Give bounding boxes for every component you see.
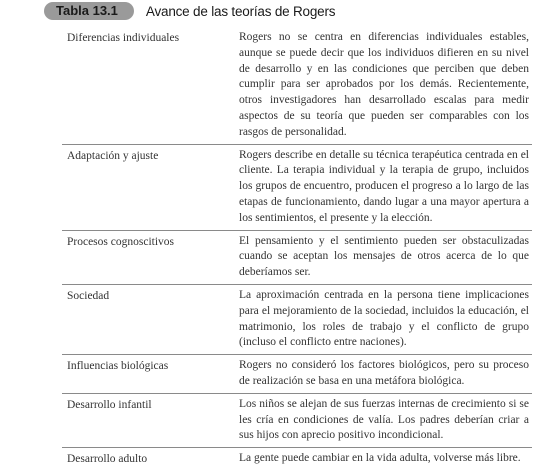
row-label: Desarrollo infantil [67, 398, 152, 411]
table-title: Avance de las teorías de Rogers [145, 3, 336, 19]
table-row [62, 355, 532, 394]
table-row [62, 448, 532, 470]
table-row [62, 145, 532, 231]
row-description: Rogers no se centra en diferencias individuales estables, aunque se puede decir que los individuos difieren en su nivel de desarrollo y en las condiciones que perciben que deben cumplir para ser aprobados por los demás. Recientemente, otros investigadores han desarrollado escalas para medir aspectos de su teoría que pueden ser comparables con los rasgos de personalidad. [239, 31, 529, 138]
row-label: Desarrollo adulto [67, 453, 148, 466]
table-body [0, 27, 556, 470]
row-description: La gente puede cambiar en la vida adulta, volverse más libre. [239, 452, 521, 465]
row-label: Influencias biológicas [67, 360, 169, 373]
row-label: Adaptación y ajuste [67, 149, 159, 162]
table-number-badge: Tabla 13.1 [44, 2, 134, 20]
row-description: Rogers describe en detalle su técnica terapéutica centrada en el cliente. La terapia individual y la terapia de grupo, incluidos los grupos de encuentro, producen el progreso a lo largo de las etapas de funcionamiento, dando lugar a una mayor apertura a los sentimientos, el presente y la elección. [239, 148, 529, 224]
row-description: Rogers no consideró los factores biológicos, pero su proceso de realización se basa en una metáfora biológica. [239, 359, 529, 387]
table-row [62, 394, 532, 448]
table-header [44, 2, 335, 20]
table-row [62, 231, 532, 285]
row-description: Los niños se alejan de sus fuerzas internas de crecimiento si se les cría en condiciones de valía. Los padres deberían criar a sus hijos con aprecio positivo incondicional. [239, 397, 529, 442]
table-row [62, 285, 532, 355]
row-label: Sociedad [67, 289, 110, 302]
row-label: Procesos cognoscitivos [67, 235, 175, 248]
row-description: La aproximación centrada en la persona tiene implicaciones para el mejoramiento de la sociedad, incluidos la educación, el matrimonio, los roles de trabajo y el conflicto de grupo (incluso el conflicto entre naciones). [239, 288, 529, 349]
row-label: Diferencias individuales [67, 32, 180, 44]
row-description: El pensamiento y el sentimiento pueden ser obstaculizadas cuando se aceptan los mensajes de otros acerca de lo que deberíamos ser. [239, 234, 529, 279]
table-row [62, 27, 532, 145]
